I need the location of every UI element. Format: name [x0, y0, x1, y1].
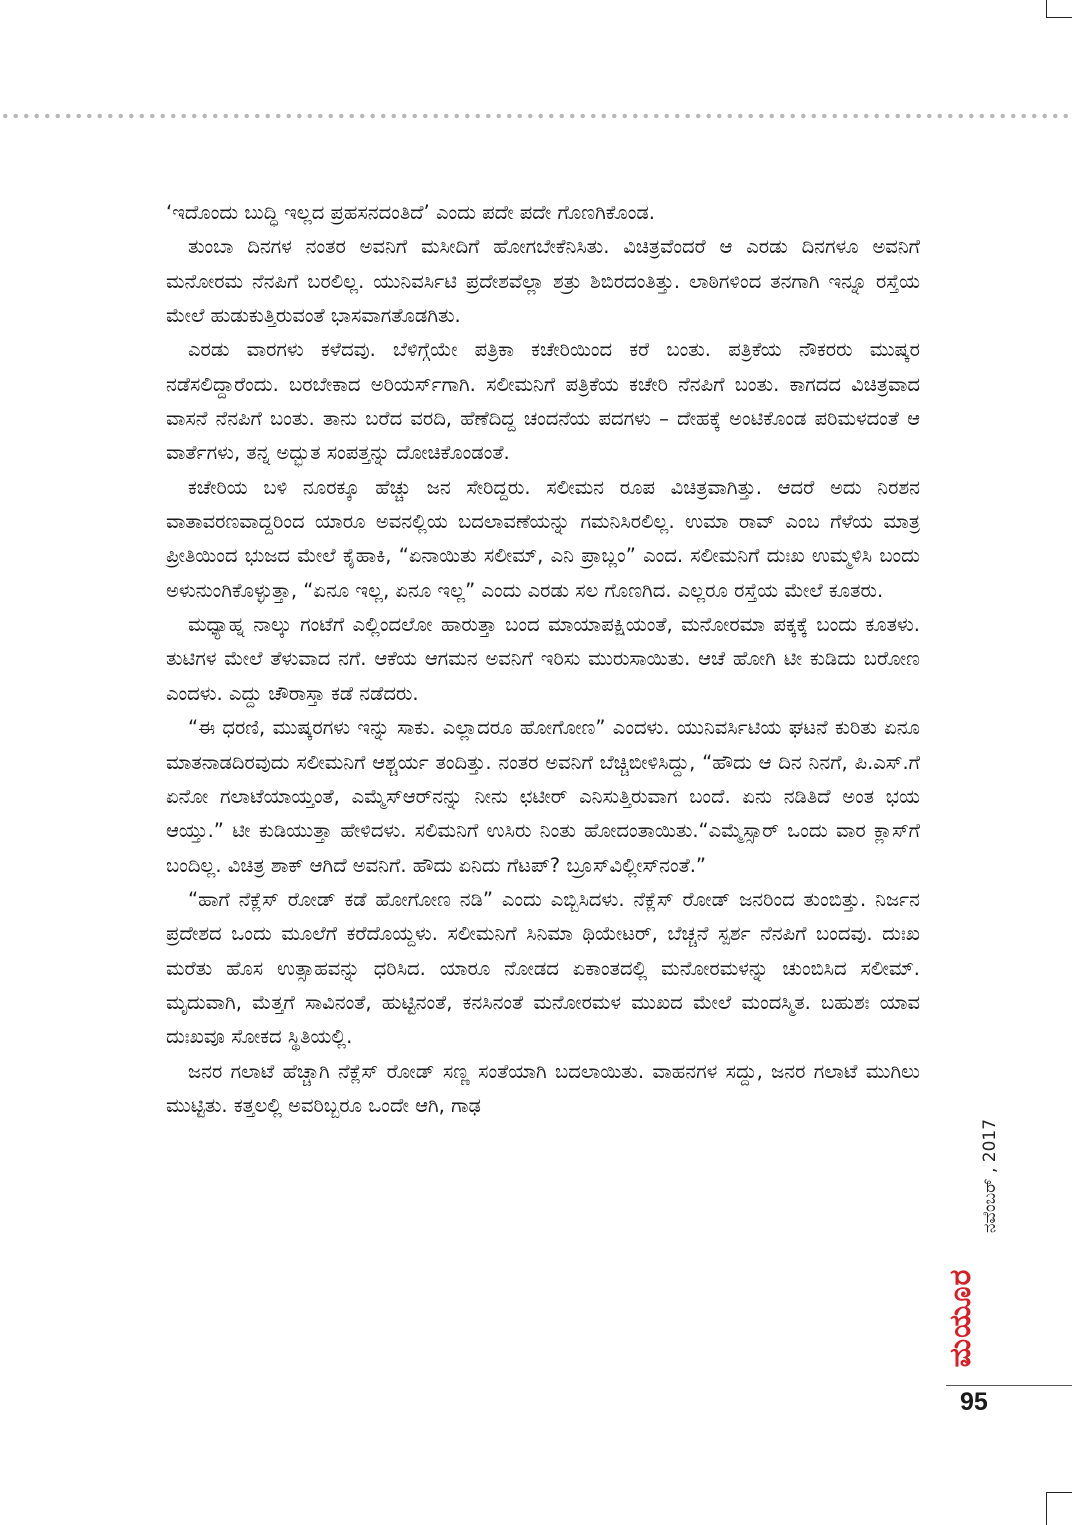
magazine-logo: ಮಯೂರ — [943, 1268, 978, 1368]
article-paragraph: ಮಧ್ಯಾಹ್ನ ನಾಲ್ಕು ಗಂಟೆಗೆ ಎಲ್ಲಿಂದಲೋ ಹಾರುತ್ತಾ ಬಂದ ಮಾಯಾಪಕ್ಷಿಯಂತೆ, ಮನೋರಮಾ ಪಕ್ಕಕ್ಕೆ ಬಂದು ಕೂತಳು. ತುಟಿಗಳ ಮೇಲೆ ತೆಳುವಾದ ನಗೆ. ಆಕೆಯ ಆಗಮನ ಅವನಿಗೆ ಇರಿಸು ಮುರುಸಾಯಿತು. ಆಚೆ ಹೋಗಿ ಟೀ ಕುಡಿದು ಬರೋಣ ಎಂದಳು. ಎದ್ದು ಚೌರಾಸ್ತಾ ಕಡೆ ನಡೆದರು. — [166, 613, 920, 705]
issue-date: ನವೆಂಬರ್ , 2017 — [980, 1118, 1000, 1233]
crop-mark-bottom — [1046, 1492, 1072, 1525]
article-paragraph: ಕಚೇರಿಯ ಬಳಿ ನೂರಕ್ಕೂ ಹೆಚ್ಚು ಜನ ಸೇರಿದ್ದರು. ಸಲೀಮನ ರೂಪ ವಿಚಿತ್ರವಾಗಿತ್ತು. ಆದರೆ ಅದು ನಿರಶನ ವಾತಾವರಣವಾದ್ದರಿಂದ ಯಾರೂ ಅವನಲ್ಲಿಯ ಬದಲಾವಣೆಯನ್ನು ಗಮನಿಸಿರಲಿಲ್ಲ. ಉಮಾ ರಾವ್ ಎಂಬ ಗೆಳೆಯ ಮಾತ್ರ ಪ್ರೀತಿಯಿಂದ ಭುಜದ ಮೇಲೆ ಕೈಹಾಕಿ, “ಏನಾಯಿತು ಸಲೀಮ್, ಎನಿ ಪ್ರಾಬ್ಲಂ” ಎಂದ. ಸಲೀಮನಿಗೆ ದುಃಖ ಉಮ್ಮಳಿಸಿ ಬಂದು ಅಳುನುಂಗಿಕೊಳ್ಳುತ್ತಾ, “ಏನೂ ಇಲ್ಲ, ಏನೂ ಇಲ್ಲ” ಎಂದು ಎರಡು ಸಲ ಗೊಣಗಿದ. ಎಲ್ಲರೂ ರಸ್ತೆಯ ಮೇಲೆ ಕೂತರು. — [166, 475, 920, 602]
article-paragraph: “ಹಾಗೆ ನೆಕ್ಲೆಸ್ ರೋಡ್ ಕಡೆ ಹೋಗೋಣ ನಡಿ” ಎಂದು ಎಬ್ಬಿಸಿದಳು. ನೆಕ್ಲೆಸ್ ರೋಡ್ ಜನರಿಂದ ತುಂಬಿತ್ತು. ನಿರ್ಜನ ಪ್ರದೇಶದ ಒಂದು ಮೂಲೆಗೆ ಕರೆದೊಯ್ದಳು. ಸಲೀಮನಿಗೆ ಸಿನಿಮಾ ಥಿಯೇಟರ್, ಬೆಚ್ಚನೆ ಸ್ಪರ್ಶ ನೆನಪಿಗೆ ಬಂದವು. ದುಃಖ ಮರೆತು ಹೊಸ ಉತ್ಸಾಹವನ್ನು ಧರಿಸಿದ. ಯಾರೂ ನೋಡದ ಏಕಾಂತದಲ್ಲಿ ಮನೋರಮಳನ್ನು ಚುಂಬಿಸಿದ ಸಲೀಮ್. ಮೃದುವಾಗಿ, ಮೆತ್ತಗೆ ಸಾವಿನಂತೆ, ಹುಟ್ಟಿನಂತೆ, ಕನಸಿನಂತೆ ಮನೋರಮಳ ಮುಖದ ಮೇಲೆ ಮಂದಸ್ಮಿತ. ಬಹುಶಃ ಯಾವ ದುಃಖವೂ ಸೋಕದ ಸ್ಥಿತಿಯಲ್ಲಿ. — [166, 887, 920, 1049]
article-paragraph: ತುಂಬಾ ದಿನಗಳ ನಂತರ ಅವನಿಗೆ ಮಸೀದಿಗೆ ಹೋಗಬೇಕೆನಿಸಿತು. ವಿಚಿತ್ರವೆಂದರೆ ಆ ಎರಡು ದಿನಗಳೂ ಅವನಿಗೆ ಮನೋರಮ ನೆನಪಿಗೆ ಬರಲಿಲ್ಲ. ಯುನಿವರ್ಸಿಟಿ ಪ್ರದೇಶವೆಲ್ಲಾ ಶತ್ರು ಶಿಬಿರದಂತಿತ್ತು. ಲಾಠಿಗಳಿಂದ ತನಗಾಗಿ ಇನ್ನೂ ರಸ್ತೆಯ ಮೇಲೆ ಹುಡುಕುತ್ತಿರುವಂತೆ ಭಾಸವಾಗತೊಡಗಿತು. — [166, 235, 920, 328]
dotted-header-rule — [0, 113, 1072, 119]
article-paragraph: ‘ಇದೊಂದು ಬುದ್ಧಿ ಇಲ್ಲದ ಪ್ರಹಸನದಂತಿದೆ’ ಎಂದು ಪದೇ ಪದೇ ಗೊಣಗಿಕೊಂಡ. — [166, 201, 655, 224]
page-number: 95 — [960, 1388, 988, 1416]
footer-divider — [946, 1385, 1072, 1386]
article-body — [166, 196, 920, 1123]
article-paragraph: ಜನರ ಗಲಾಟೆ ಹೆಚ್ಚಾಗಿ ನೆಕ್ಲೆಸ್ ರೋಡ್ ಸಣ್ಣ ಸಂತೆಯಾಗಿ ಬದಲಾಯಿತು. ವಾಹನಗಳ ಸದ್ದು, ಜನರ ಗಲಾಟೆ ಮುಗಿಲು ಮುಟ್ಟಿತು. ಕತ್ತಲಲ್ಲಿ ಅವರಿಬ್ಬರೂ ಒಂದೇ ಆಗಿ, ಗಾಢ — [166, 1059, 920, 1117]
crop-mark-top — [1046, 0, 1072, 18]
article-paragraph: “ಈ ಧರಣಿ, ಮುಷ್ಕರಗಳು ಇನ್ನು ಸಾಕು. ಎಲ್ಲಾದರೂ ಹೋಗೋಣ” ಎಂದಳು. ಯುನಿವರ್ಸಿಟಿಯ ಘಟನೆ ಕುರಿತು ಏನೂ ಮಾತನಾಡದಿರವುದು ಸಲೀಮನಿಗೆ ಆಶ್ಚರ್ಯ ತಂದಿತ್ತು. ನಂತರ ಅವನಿಗೆ ಬೆಚ್ಚಿಬೀಳಿಸಿದ್ದು, “ಹೌದು ಆ ದಿನ ನಿನಗೆ, ಪಿ.ಎಸ್.ಗೆ ಏನೋ ಗಲಾಟೆಯಾಯ್ತಂತೆ, ಎಮ್ಮೆಸ್‌ಆರ್‌ನನ್ನು ನೀನು ಛಟೀರ್ ಎನಿಸುತ್ತಿರುವಾಗ ಬಂದೆ. ಏನು ನಡಿತಿದೆ ಅಂತ ಭಯ ಆಯ್ತು.” ಟೀ ಕುಡಿಯುತ್ತಾ ಹೇಳಿದಳು. ಸಲಿಮನಿಗೆ ಉಸಿರು ನಿಂತು ಹೋದಂತಾಯಿತು.“ಎಮ್ಮೆಸ್ಸಾರ್ ಒಂದು ವಾರ ಕ್ಲಾಸ್‌ಗೆ ಬಂದಿಲ್ಲ. ವಿಚಿತ್ರ ಶಾಕ್ ಆಗಿದೆ ಅವನಿಗೆ. ಹೌದು ಏನಿದು ಗೆಟಪ್? ಬ್ರೂಸ್‌ವಿಲ್ಲೀಸ್‌ನಂತೆ.” — [166, 716, 920, 877]
article-paragraph: ಎರಡು ವಾರಗಳು ಕಳೆದವು. ಬೆಳಿಗ್ಗೆಯೇ ಪತ್ರಿಕಾ ಕಚೇರಿಯಿಂದ ಕರೆ ಬಂತು. ಪತ್ರಿಕೆಯ ನೌಕರರು ಮುಷ್ಕರ ನಡೆಸಲಿದ್ದಾರೆಂದು. ಬರಬೇಕಾದ ಅರಿಯರ್ಸ್‌ಗಾಗಿ. ಸಲೀಮನಿಗೆ ಪತ್ರಿಕೆಯ ಕಚೇರಿ ನೆನಪಿಗೆ ಬಂತು. ಕಾಗದದ ವಿಚಿತ್ರವಾದ ವಾಸನೆ ನೆನಪಿಗೆ ಬಂತು. ತಾನು ಬರೆದ ವರದಿ, ಹೆಣೆದಿದ್ದ ಚಂದನೆಯ ಪದಗಳು – ದೇಹಕ್ಕೆ ಅಂಟಿಕೊಂಡ ಪರಿಮಳದಂತೆ ಆ ವಾರ್ತೆಗಳು, ತನ್ನ ಅದ್ಭುತ ಸಂಪತ್ತನ್ನು ದೋಚಿಕೊಂಡಂತೆ. — [166, 338, 920, 465]
